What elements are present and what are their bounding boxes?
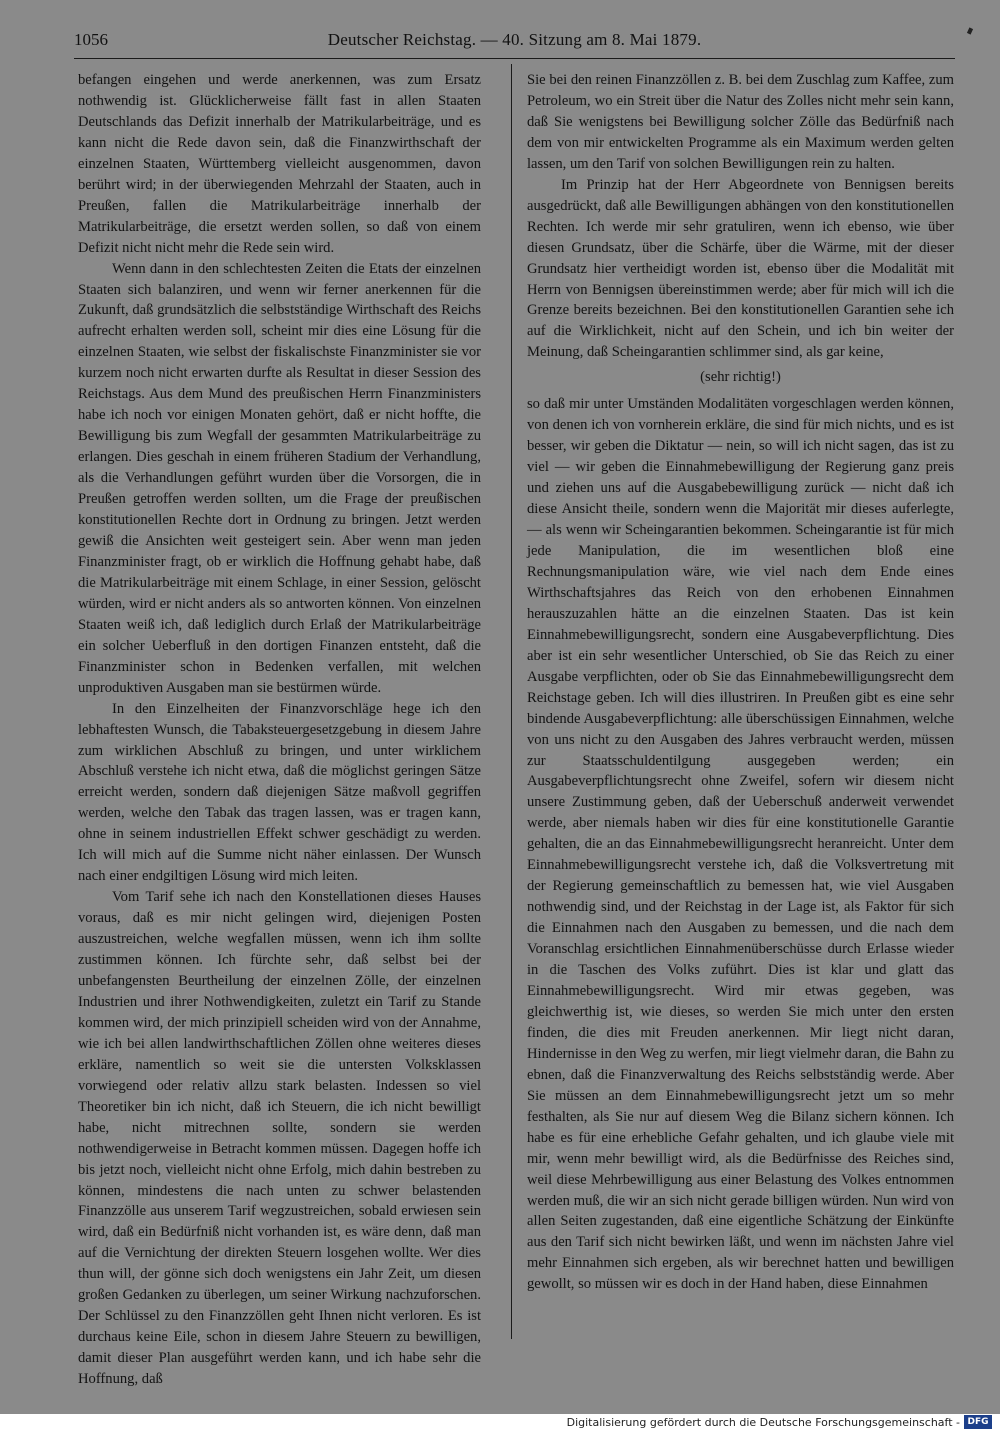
page-number: 1056 bbox=[74, 30, 108, 49]
left-column bbox=[78, 70, 481, 1390]
header-rule bbox=[74, 58, 955, 59]
paragraph: In den Einzelheiten der Finanzvorschläge hege ich den lebhaftesten Wunsch, die Tabaksteuergesetzgebung in diesem Jahre zum wirklichen Abschluß zu bringen, und unter wirklichem Abschluß verstehe ich nicht etwa, daß die möglichst geringen Sätze erreicht werden, sondern daß diejenigen Sätze maßvoll gegriffen werden, welche den Tabak das tragen lassen, was er tragen kann, ohne in seinem industriellen Effekt schwer geschädigt zu werden. Ich will mich auf die Summe nicht näher einlassen. Der Wunsch nach einer endgiltigen Lösung wird mich leiten. bbox=[78, 700, 481, 885]
interjection: (sehr richtig!) bbox=[700, 369, 781, 386]
right-column bbox=[527, 70, 954, 1295]
paragraph: Sie bei den reinen Finanzzöllen z. B. bei dem Zuschlag zum Kaffee, zum Petroleum, wo ein Streit über die Natur des Zolles nicht mehr sein kann, daß Sie wenigstens bei Bewilligung solcher Zölle das Bedürfniß nach dem von mir entwickelten Programme als ein Maximum werden gelten lassen, um den Tarif von solchen Bewilligungen rein zu halten. bbox=[527, 72, 954, 172]
footer bbox=[0, 1414, 1000, 1432]
paragraph: befangen eingehen und werde anerkennen, was zum Ersatz nothwendig ist. Glücklicherweise fällt fast in allen Staaten Deutschlands das Defizit innerhalb der Matrikularbeiträge, und es kann nicht die Rede davon sein, daß die Finanzwirthschaft der einzelnen Staaten, Württemberg vielleicht ausgenommen, davon berührt wird; in der überwiegenden Mehrzahl der Staaten, auch in Preußen, fallen die Matrikularbeiträge innerhalb der Matrikularbeiträge, die ersetzt werden sollen, so daß von einem Defizit nicht nicht mehr die Rede sein wird. bbox=[78, 72, 481, 256]
footer-credit: Digitalisierung gefördert durch die Deutsche Forschungsgemeinschaft - bbox=[566, 1416, 960, 1429]
scan-artifact-mark bbox=[967, 27, 973, 34]
column-divider bbox=[511, 64, 512, 1339]
paragraph: Vom Tarif sehe ich nach den Konstellationen dieses Hauses voraus, daß es mir nicht gelingen wird, diejenigen Posten auszustreichen, welche wegfallen müssen, wenn ich ihm sollte zustimmen können. Ich fürchte sehr, daß selbst bei der unbefangensten Beurtheilung der einzelnen Zölle, der einzelnen Industrien und ihrer Nothwendigkeiten, zuletzt ein Tarif zu Stande kommen wird, der mich prinzipiell scheiden wird von der Annahme, wie ich bei allen landwirthschaftlichen Zöllen ohne weiteres dieses erkläre, namentlich so weit sie die untersten Volksklassen vorwiegend oder relativ allzu stark belasten. Indessen so viel Theoretiker bin ich nicht, daß ich Steuern, die ich nicht bewilligt habe, nicht mitrechnen sollte, sondern sie werden nothwendigerweise in Betracht kommen müssen. Dagegen hoffe ich bis jetzt noch, vielleicht nicht ohne Erfolg, mich dahin bestreben zu können, mindestens die nach unten zu schwer belastenden Finanzzölle aus unserem Tarif wegzustreichen, sobald erwiesen sein wird, daß ein Bedürfniß nicht vorhanden ist, es wäre denn, daß man auf die Vernichtung der direkten Steuern losgehen wollte. Wer dies thun will, der gönne sich doch wenigstens ein Jahr Zeit, um diesen großen Gedanken zu überlegen, um seiner Wirkung nachzuforschen. Der Schlüssel zu den Finanzzöllen geht Ihnen nicht verloren. Es ist durchaus keine Eile, schon in diesem Jahre Steuern zu bewilligen, damit dieser Plan ausgeführt werden kann, und ich habe sehr die Hoffnung, daß bbox=[78, 889, 481, 1388]
paragraph: so daß mir unter Umständen Modalitäten vorgeschlagen werden können, von denen ich von vornherein erkläre, die sind für mich nichts, und es ist besser, wir geben die Diktatur — nein, so will ich nicht sagen, das ist zu viel — wir geben die Einnahmebewilligung der Regierung ganz preis und ziehen uns auf die Ausgabebewilligung zurück — nicht daß ich diese Ansicht theile, sondern wenn die Majorität mir dieses auferlegte, — als wenn wir Scheingarantien bekommen. Scheingarantie ist für mich jede Manipulation, die im wesentlichen bloß eine Rechnungsmanipulation wäre, wie viel nach dem Ende eines Wirthschaftsjahres das Reich von den erhobenen Einnahmen herauszuzahlen hätte an die einzelnen Staaten. Das ist kein Einnahmebewilligungsrecht, sondern eine Ausgabeverpflichtung. Dies aber ist ein sehr wesentlicher Unterschied, ob Sie das Reich zu einer Ausgabe verpflichten, oder ob Sie das Einnahmebewilligungsrecht dem Reichstage geben. Ich will dies illustriren. In Preußen gibt es eine sehr bindende Ausgabeverpflichtung: alle überschüssigen Einnahmen, welche von uns nicht zu den Ausgaben des Jahres verbraucht werden, müssen zur Staatsschuldentilgung ausgegeben werden; ein Ausgabeverpflichtungsrecht ohne Zweifel, sofern wir diesem nicht unsere Zustimmung geben, daß der Ueberschuß anderweit verwendet werde, aber niemals haben wir dies für eine konstitutionelle Garantie gehalten, die an das Einnahmebewilligungsrecht heranreicht. Unter dem Einnahmebewilligungsrecht verstehe ich, daß die Volksvertretung mit der Regierung gemeinschaftlich zu bemessen hat, wie viel Ausgaben nothwendig sind, und der Reichstag in der Lage ist, als Faktor für sich die Einnahmen nach den Ausgaben zu bemessen, und die nach dem Voranschlag ersichtlichen Einnahmenüberschüsse durch Erlasse wieder in die Taschen des Volks zuführt. Dies ist klar und glatt das Einnahmebewilligungsrecht. Wird mir etwas gegeben, was gleichwerthig ist, wie dieses, so werden Sie mich unter den ersten finden, die dies mit Freuden anerkennen. Mir liegt nicht daran, Hindernisse in den Weg zu werfen, mir liegt vielmehr daran, die Bahn zu ebnen, daß die Finanzverwaltung des Reichs selbstständig werde. Aber Sie müssen an dem Einnahmebewilligungsrecht jetzt um so mehr festhalten, als Sie nur auf diesem Weg die Bilanz sichern können. Ich habe es für eine erhebliche Gefahr gehalten, und ich glaube viele mit mir, wenn mehr bewilligt wird, als die Bedürfnisse des Reiches sind, weil diese Mehrbewilligung aus einer Belastung des Volkes entnommen werden muß, die wir an sich nicht gerade billigen würden. Nun wird von allen Seiten zugestanden, daß eine eigentliche Schätzung der Einkünfte aus den Tarif sich nicht bewirken läßt, und wenn im nächsten Jahre viel mehr Einnahmen sich ergeben, als wir berechnet hatten und bewilligen gewollt, so müssen wir es doch in der Hand haben, diese Einnahmen bbox=[527, 396, 954, 1293]
page-header bbox=[74, 30, 955, 54]
dfg-logo: DFG bbox=[964, 1415, 992, 1429]
paragraph: Wenn dann in den schlechtesten Zeiten die Etats der einzelnen Staaten sich balanziren, und wenn wir ferner anerkennen für die Zukunft, daß grundsätzlich die selbstständige Wirthschaft des Reichs aufrecht erhalten werden soll, scheint mir dies eine Lösung für die einzelnen Staaten, wie selbst der fiskalischste Finanzminister sie vor kurzem noch nicht erwarten durfte als Resultat in dieser Session des Reichstags. Aus dem Mund des preußischen Herrn Finanzministers habe ich noch vor einigen Monaten gehört, daß er nicht hoffte, die Bewilligung bis zum Wegfall der gesammten Matrikularbeiträge zu erlangen. Dies geschah in einem früheren Stadium der Verhandlung, als die Verhandlungen geführt wurden über die Vorsorgen, die in Preußen getroffen werden sollten, um die Frage der preußischen konstitutionellen Rechte dort in Ordnung zu bringen. Jetzt werden gewiß die Ansichten weit gesteigert sein. Aber wenn man jeden Finanzminister fragt, ob er wirklich die Hoffnung gehabt habe, daß die Matrikularbeiträge mit einem Schlage, in einer Session, gelöscht würden, wird er nicht anders als so antworten können. Von einzelnen Staaten weiß ich, daß lediglich durch Erlaß der Matrikularbeiträge ein solcher Ueberfluß in den dortigen Finanzen entsteht, daß die Finanzminister schon in Bedenken verfallen, mit welchen unproduktiven Ausgaben man sie bestürmen würde. bbox=[78, 260, 481, 696]
paragraph: Im Prinzip hat der Herr Abgeordnete von Bennigsen bereits ausgedrückt, daß alle Bewilligungen abhängen von den konstitutionellen Rechten. Ich werde mir sehr gratuliren, wenn ich ebenso, wie über diesen Grundsatz, über die Schärfe, über die Wärme, mit der dieser Grundsatz hier vertheidigt worden ist, ebenso über die Modalität mit Herrn von Bennigsen übereinstimmen werde; aber für mich will ich die Grenze bereits bezeichnen. Bei den konstitutionellen Garantien sehe ich auf die Wirklichkeit, nicht auf den Schein, und ich bin weiter der Meinung, daß Scheingarantien schlimmer sind, als gar keine, bbox=[527, 176, 954, 361]
running-title: Deutscher Reichstag. — 40. Sitzung am 8. Mai 1879. bbox=[327, 30, 702, 49]
